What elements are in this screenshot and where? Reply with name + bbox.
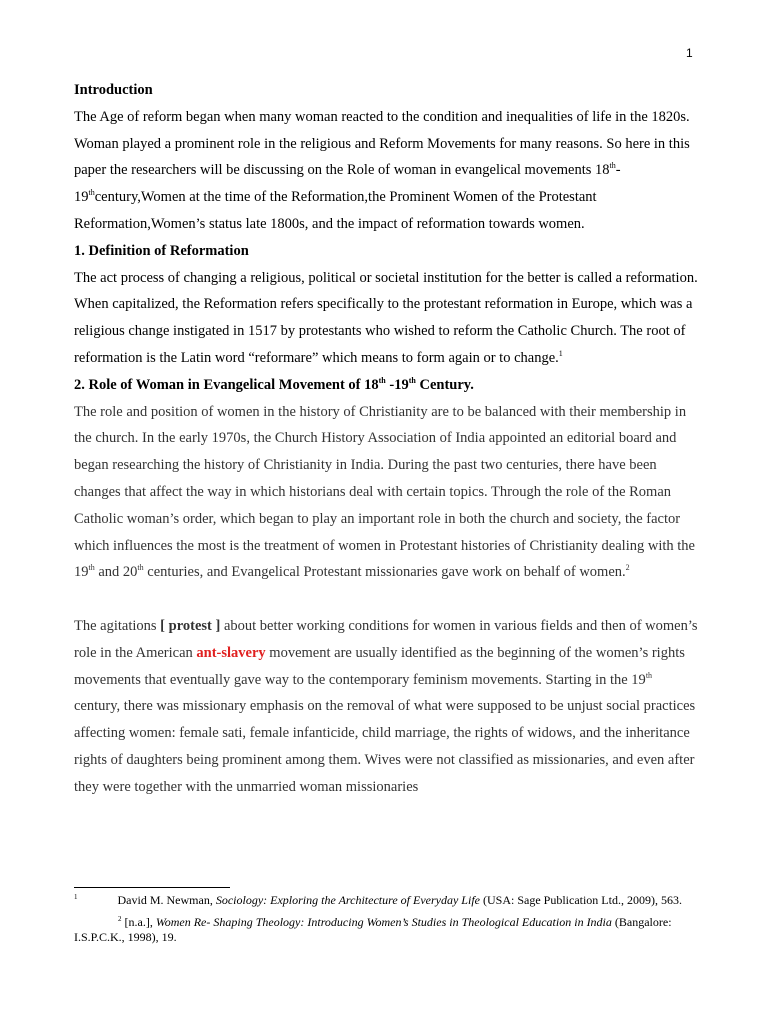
protest-bracket: [ protest ]: [160, 617, 221, 634]
agitations-paragraph: The agitations [ protest ] about better working conditions for women in various fields and then of women’s role in the American ant-slavery movement are usually identified as the beginning of the women’s rights movements that eventually gave way to the contemporary feminism movements. Starting in the 19th century, there was missionary emphasis on the removal of what were supposed to be unjust social practices affecting women: female sati, female infanticide, child marriage, the rights of widows, and the inheritance rights of daughters being prominent among them. Wives were not classified as missionaries, and even after they were together with the unmarried woman missionaries: [74, 617, 698, 795]
paragraph-gap: [74, 586, 698, 613]
document-body: [74, 77, 698, 801]
section1-heading: 1. Definition of Reformation: [74, 242, 249, 259]
page-number: 1: [686, 46, 693, 60]
footnote-2: $^2$ [n.a.], Women Re- Shaping Theology: Introducing Women’s Studies in Theological Education in India (Bangalore: I.S.P.C.K., 1998), 19.: [74, 915, 672, 944]
section2-paragraph: The role and position of women in the history of Christianity are to be balanced with their membership in the church. In the early 1970s, the Church History Association of India appointed an editorial board and began researching the history of Christianity in India. During the past two centuries, there have been changes that affect the way in which historians deal with certain topics. Through the role of the Roman Catholic woman’s order, which began to play an important role in both the church and society, the factor which influences the most is the treatment of women in Protestant histories of Christianity dealing with the 19th and 20th centuries, and Evangelical Protestant missionaries gave work on behalf of women.$^2$: [74, 403, 695, 581]
intro-paragraph: The Age of reform began when many woman reacted to the condition and inequalities of life in the 1820s. Woman played a prominent role in the religious and Reform Movements for many reasons. So here in this paper the researchers will be discussing on the Role of woman in evangelical movements 18th- 19thcentury,Women at the time of the Reformation,the Prominent Women of the Protestant Reformation,Women’s status late 1800s, and the impact of reformation towards women.: [74, 108, 690, 232]
intro-heading: Introduction: [74, 82, 153, 98]
section2-heading: 2. Role of Woman in Evangelical Movement of 18th -19th Century.: [74, 375, 474, 393]
footnotes: [74, 893, 698, 945]
ant-slavery-highlight: ant-slavery: [196, 644, 266, 661]
section1-paragraph: The act process of changing a religious, political or societal institution for the better is called a reformation. When capitalized, the Reformation refers specifically to the protestant reformation in Europe, which was a religious change instigated in 1517 by protestants who wished to reform the Catholic Church. The root of reformation is the Latin word “reformare” which means to form again or to change.$^1$: [74, 269, 698, 366]
footnote-ref-1[interactable]: 1: [558, 348, 563, 358]
footnote-ref-2[interactable]: 2: [625, 563, 630, 573]
footnote-1: $^1$ David M. Newman, Sociology: Exploring the Architecture of Everyday Life (USA: Sage Publication Ltd., 2009), 563.: [74, 893, 682, 907]
footnote-separator: [74, 887, 230, 888]
